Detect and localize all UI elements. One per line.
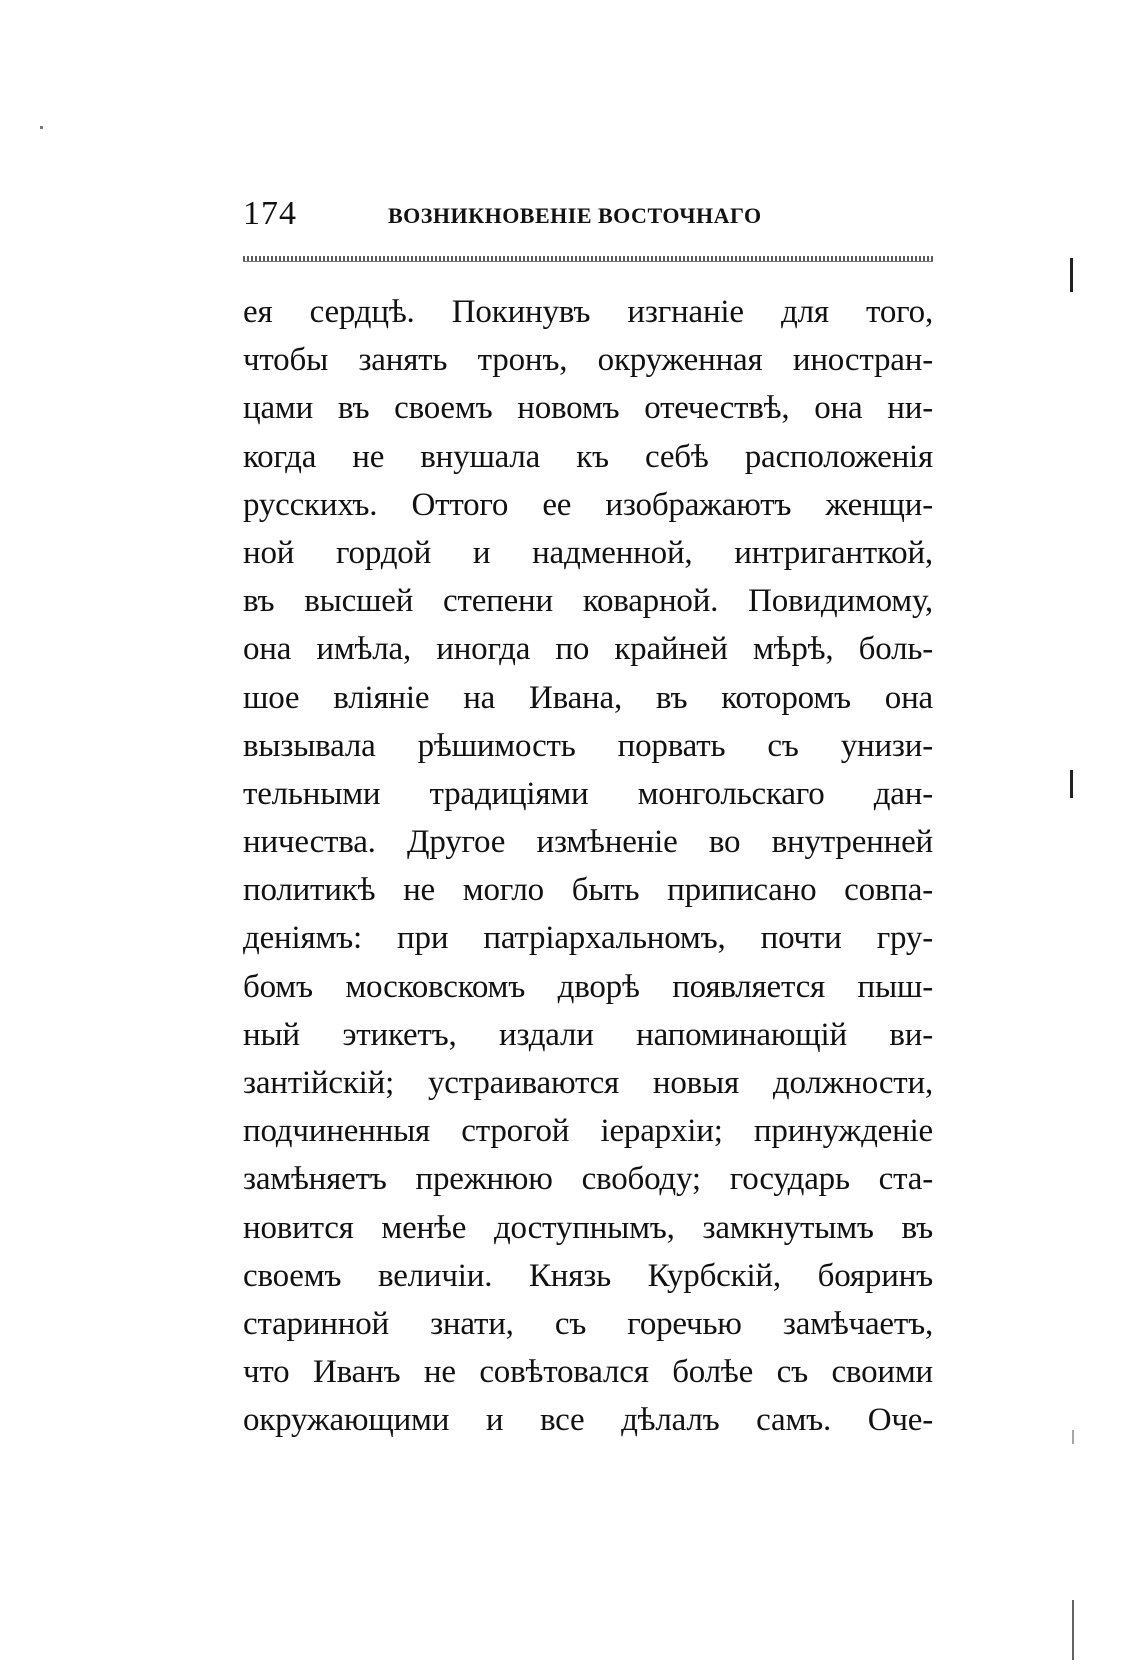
text-line: новится менѣе доступнымъ, замкнутымъ въ — [243, 1209, 933, 1246]
text-line: шое вліяніе на Ивана, въ которомъ она — [243, 679, 933, 716]
scan-speck — [1070, 770, 1073, 798]
text-line: она имѣла, иногда по крайней мѣрѣ, боль- — [243, 631, 933, 668]
page-header — [243, 192, 933, 236]
scan-speck — [1072, 1430, 1074, 1444]
text-line: ной гордой и надменной, интриганткой, — [243, 534, 933, 571]
header-rule — [243, 256, 933, 262]
text-line: бомъ московскомъ дворѣ появляется пыш- — [243, 968, 933, 1005]
scan-speck — [1070, 258, 1073, 292]
scan-speck — [40, 126, 43, 129]
text-line: деніямъ: при патріархальномъ, почти гру- — [243, 920, 933, 957]
text-line: когда не внушала къ себѣ расположенія — [243, 438, 933, 475]
text-line: ничества. Другое измѣненіе во внутренней — [243, 824, 933, 861]
page-number: 174 — [243, 195, 297, 232]
text-line: ный этикетъ, издали напоминающій ви- — [243, 1016, 933, 1053]
text-line: зантійскій; устраиваются новыя должности, — [243, 1065, 933, 1101]
text-line: цами въ своемъ новомъ отечествѣ, она ни- — [243, 390, 933, 427]
text-line: тельными традиціями монгольскаго дан- — [243, 775, 933, 812]
text-line: вызывала рѣшимость порвать съ унизи- — [243, 727, 933, 764]
text-line: окружающими и все дѣлалъ самъ. Оче- — [243, 1402, 933, 1439]
scan-speck — [1072, 1600, 1074, 1660]
text-line: въ высшей степени коварной. Повидимому, — [243, 583, 933, 620]
text-line: старинной знати, съ горечью замѣчаетъ, — [243, 1305, 933, 1342]
text-line: чтобы занять тронъ, окруженная иностран- — [243, 342, 933, 379]
text-line: подчиненныя строгой іерархіи; принужденіе — [243, 1113, 933, 1150]
text-line: своемъ величіи. Князь Курбскій, бояринъ — [243, 1257, 933, 1294]
body-text — [243, 288, 933, 1445]
text-line: русскихъ. Оттого ее изображаютъ женщи- — [243, 486, 933, 523]
text-line: что Иванъ не совѣтовался болѣе съ своими — [243, 1354, 933, 1391]
running-head: ВОЗНИКНОВЕНІЕ ВОСТОЧНАГО — [388, 203, 762, 228]
text-line: ея сердцѣ. Покинувъ изгнаніе для того, — [243, 294, 933, 330]
text-line: замѣняетъ прежнюю свободу; государь ста- — [243, 1161, 933, 1198]
text-line: политикѣ не могло быть приписано совпа- — [243, 872, 933, 909]
